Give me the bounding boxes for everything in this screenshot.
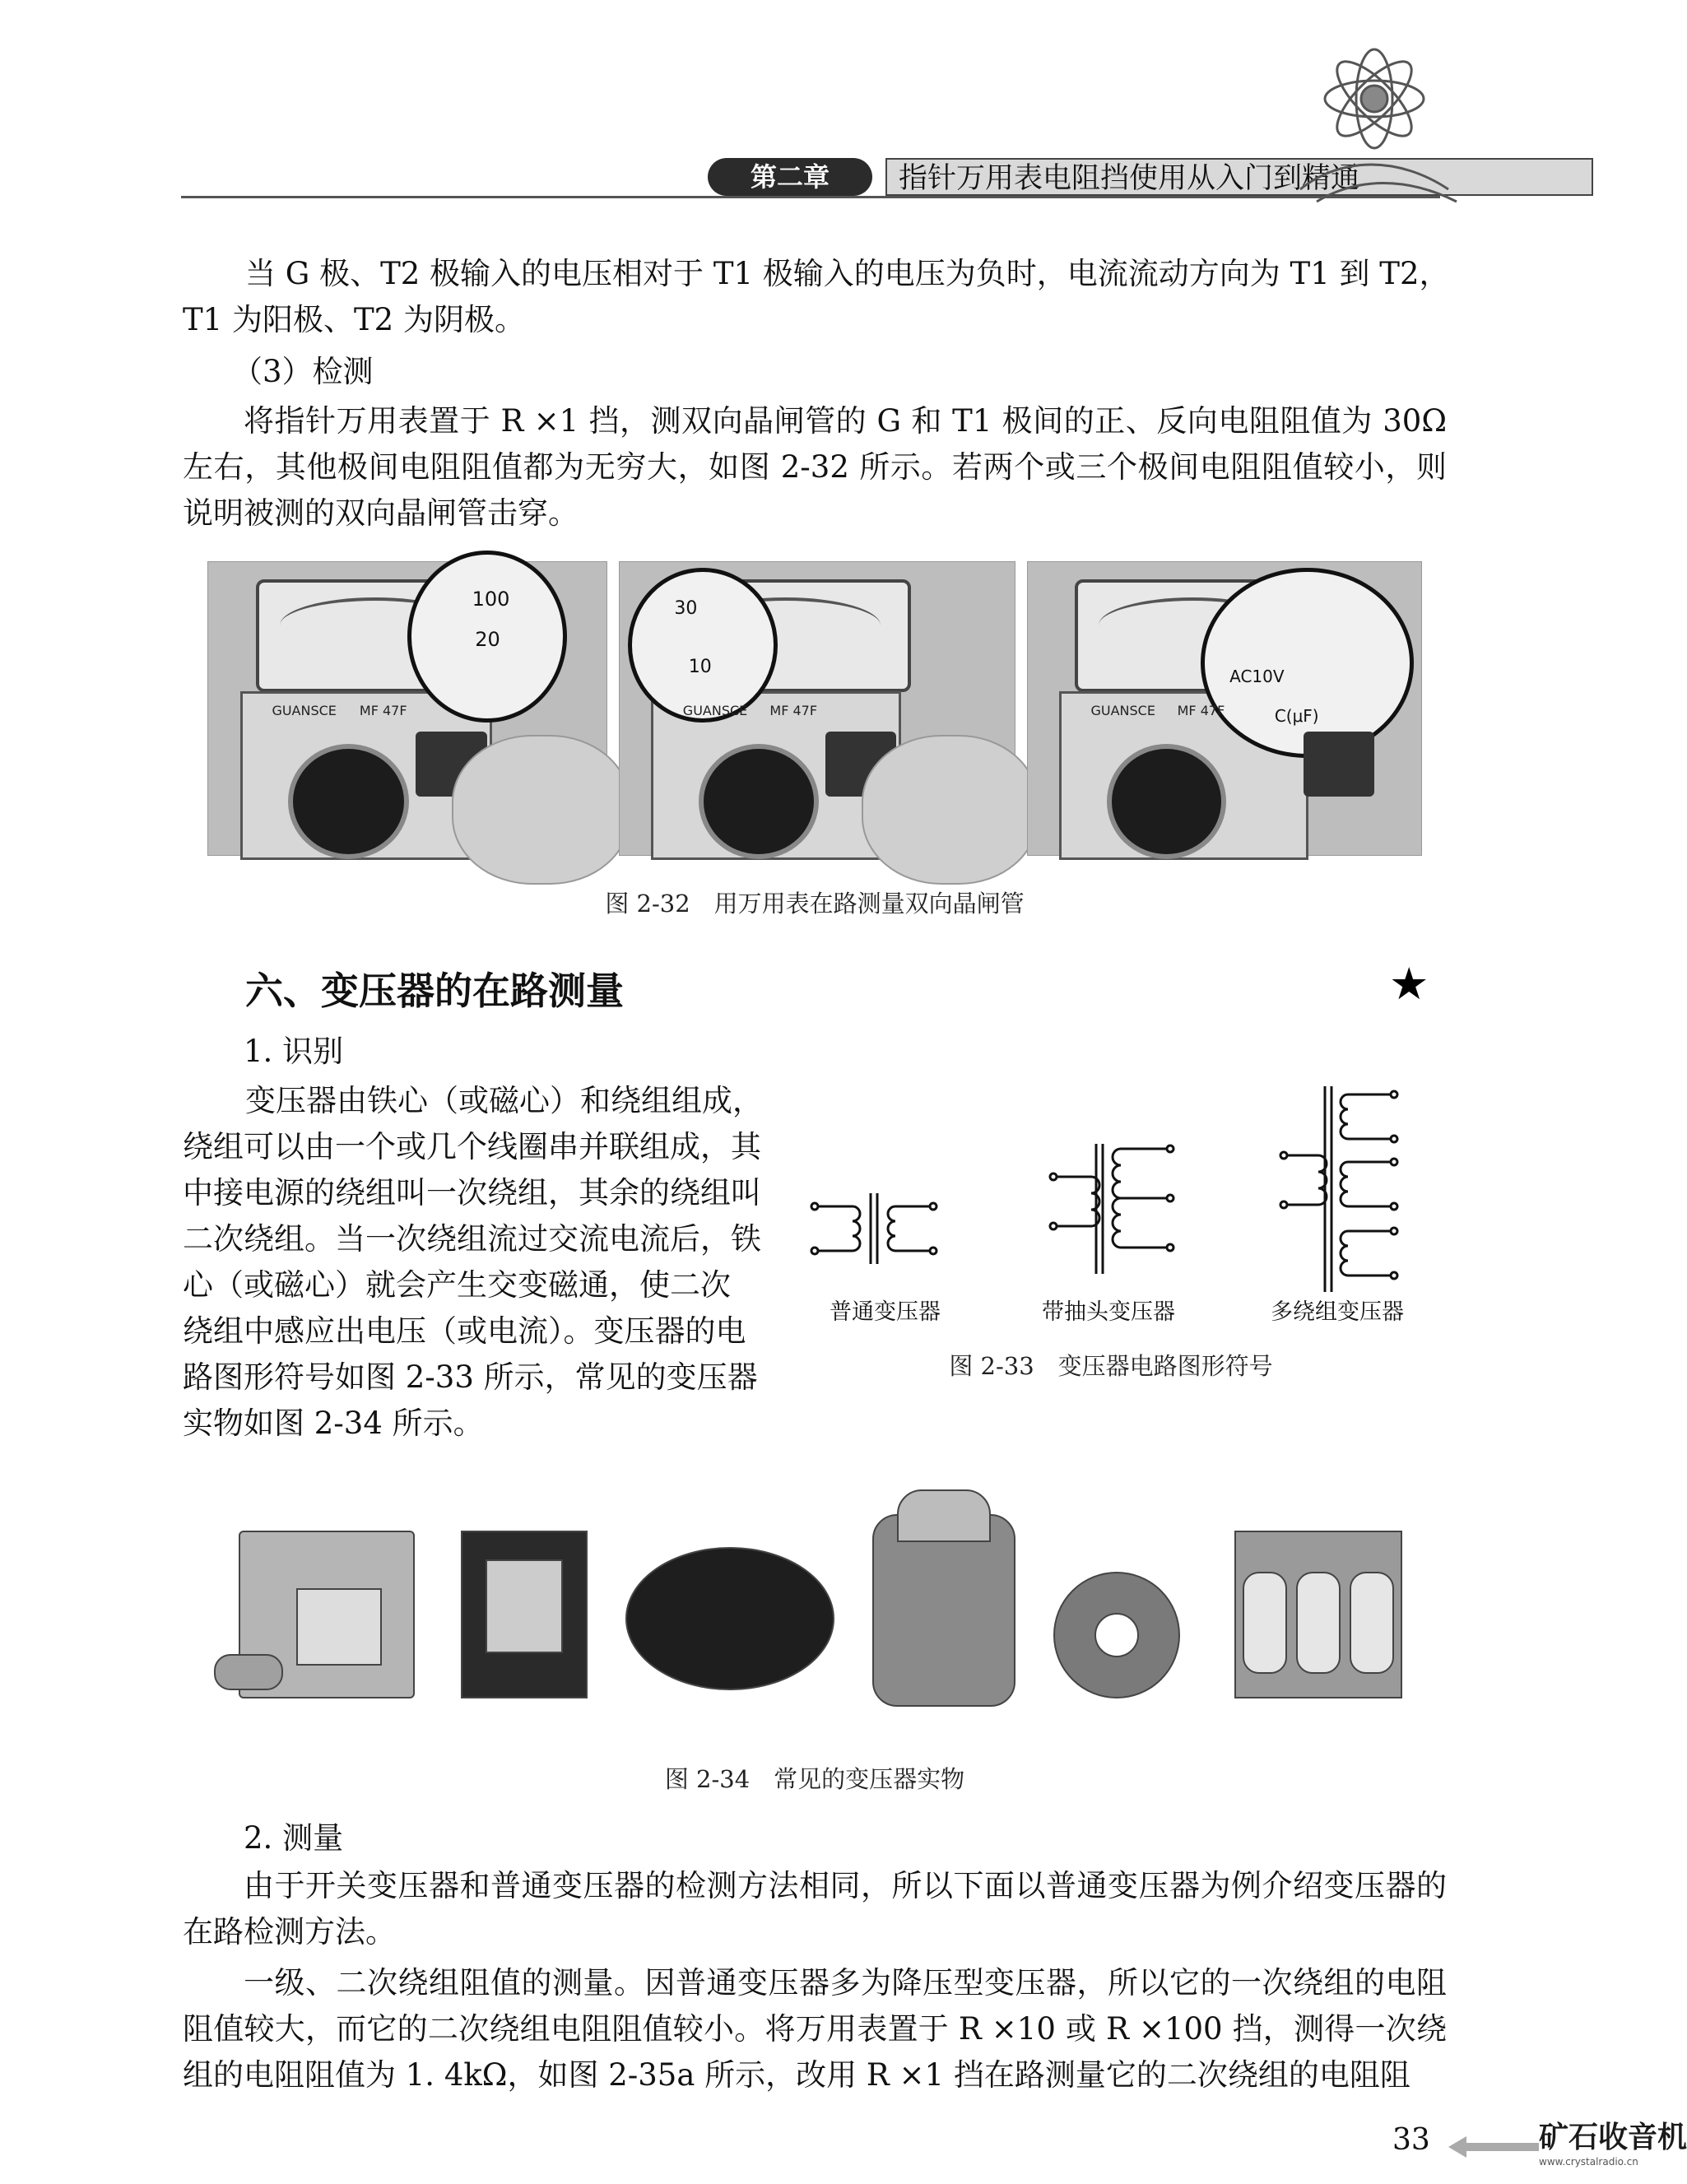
circuit-board	[1304, 732, 1374, 796]
paragraph-1-line-1: 当 G 极、T2 极输入的电压相对于 T1 极输入的电压为负时，电流流动方向为 T1 到 T2，	[245, 256, 1450, 291]
tick-label: 20	[475, 628, 500, 652]
paragraph-3-line: 绕组可以由一个或几个线圈串并联组成，其	[183, 1129, 761, 1164]
fig232-caption: 图 2-32 用万用表在路测量双向晶闸管	[605, 890, 1025, 918]
range-label: C(μF)	[1274, 706, 1319, 727]
paragraph-4: 由于开关变压器和普通变压器的检测方法相同，所以下面以普通变压器为例介绍变压器的在路检测方法。	[183, 1868, 1447, 1949]
page-header	[181, 155, 1448, 197]
zoom-circle	[628, 568, 778, 723]
fig234-photos	[214, 1481, 1432, 1728]
three-phase-coil	[1243, 1572, 1287, 1674]
paragraph-3-line: 变压器由铁心（或磁心）和绕组组成，	[245, 1083, 763, 1118]
section-heading: 六、变压器的在路测量	[245, 969, 624, 1013]
fig233-label-ordinary: 普通变压器	[830, 1299, 941, 1325]
paragraph-3-line: 二次绕组。当一次绕组流过交流电流后，铁	[183, 1221, 761, 1257]
subheading-detect: （3）检测	[232, 354, 374, 389]
fig233-symbols	[806, 1070, 1432, 1317]
fig234-caption: 图 2-34 常见的变压器实物	[664, 1765, 965, 1793]
hand	[862, 735, 1039, 885]
arrow-left-icon	[1448, 2135, 1539, 2159]
paragraph-3-line: 绕组中感应出电压（或电流）。变压器的电	[183, 1313, 746, 1349]
zoom-circle	[1201, 568, 1414, 758]
meter-model: MF 47F	[1177, 702, 1225, 718]
paragraph-2: 将指针万用表置于 R ×1 挡，测双向晶闸管的 G 和 T1 极间的正、反向电阻阻值为 30Ω 左右，其他极间电阻阻值都为无穷大，如图 2-32 所示。若两个或三个极间电阻阻值较小，则说明被测的双向晶闸管击穿。	[183, 403, 1447, 531]
fig232-photo-1	[207, 561, 607, 856]
hand	[452, 735, 630, 885]
multi-winding-transformer-symbol	[1280, 1086, 1397, 1292]
transformer-bobbin-core	[486, 1559, 563, 1653]
subheading-identify: 1. 识别	[244, 1034, 344, 1069]
toroid-hole	[1094, 1613, 1139, 1657]
chapter-badge	[708, 158, 872, 196]
meter-model: MF 47F	[359, 702, 407, 718]
paragraph-3-line: 中接电源的绕组叫一次绕组，其余的绕组叫	[183, 1175, 761, 1210]
paragraph-5: 一级、二次绕组阻值的测量。因普通变压器多为降压型变压器，所以它的一次绕组的电阻阻值较大，而它的二次绕组电阻阻值较小。将万用表置于 R ×10 或 R ×100 挡，测得一次绕组的电阻阻值为 1. 4kΩ，如图 2-35a 所示，改用 R ×1 挡在路测量它的二次绕组的电阻阻	[183, 1965, 1447, 2093]
watermark-logo	[1539, 2120, 1687, 2179]
paragraph-1-line-2: T1 为阳极、T2 为阴极。	[183, 302, 525, 337]
range-knob-icon	[288, 744, 410, 859]
range-label: AC10V	[1229, 666, 1285, 686]
three-phase-coil	[1296, 1572, 1341, 1674]
range-knob-icon	[1107, 744, 1227, 859]
header-title-bar	[885, 158, 1593, 196]
header-title: 指针万用表电阻挡使用从入门到精通	[899, 162, 1360, 195]
tapped-transformer-symbol	[1050, 1144, 1173, 1274]
paragraph-3	[183, 1078, 808, 1447]
tick-label: 30	[674, 598, 698, 620]
watermark-text: 矿石收音机	[1539, 2121, 1687, 2154]
fig232-photo-2	[619, 561, 1015, 856]
chapter-label: 第二章	[750, 161, 830, 193]
transformer-c-core	[872, 1514, 1015, 1707]
paragraph-3-line: 路图形符号如图 2-33 所示，常见的变压器	[183, 1359, 758, 1395]
meter-brand: GUANSCE	[272, 702, 337, 718]
transformer-bracket	[214, 1654, 283, 1690]
range-knob-icon	[699, 744, 819, 859]
flower-decoration-icon	[1284, 16, 1465, 214]
transformer-c-core-top	[897, 1489, 991, 1542]
star-icon: ★	[1389, 958, 1429, 1010]
meter-brand: GUANSCE	[1090, 702, 1155, 718]
meter-model: MF 47F	[769, 702, 818, 718]
transformer-black-wound	[625, 1547, 834, 1690]
tick-label: 10	[688, 657, 712, 678]
transformer-coil	[296, 1588, 382, 1666]
subheading-measure: 2. 测量	[244, 1820, 344, 1856]
three-phase-coil	[1350, 1572, 1394, 1674]
page-number: 33	[1392, 2123, 1430, 2157]
fig232-photo-3	[1027, 561, 1422, 856]
fig233-label-tapped: 带抽头变压器	[1042, 1299, 1175, 1325]
fig233-caption: 图 2-33 变压器电路图形符号	[949, 1352, 1273, 1380]
fig233-label-multi: 多绕组变压器	[1271, 1299, 1404, 1325]
tick-label: 100	[472, 587, 510, 611]
ordinary-transformer-symbol	[811, 1193, 936, 1264]
watermark-url: www.crystalradio.cn	[1539, 2156, 1638, 2168]
paragraph-3-line: 心（或磁心）就会产生交变磁通，使二次	[183, 1267, 731, 1303]
meter-brand: GUANSCE	[682, 702, 748, 718]
paragraph-3-line: 实物如图 2-34 所示。	[183, 1406, 484, 1441]
zoom-circle	[407, 551, 567, 723]
